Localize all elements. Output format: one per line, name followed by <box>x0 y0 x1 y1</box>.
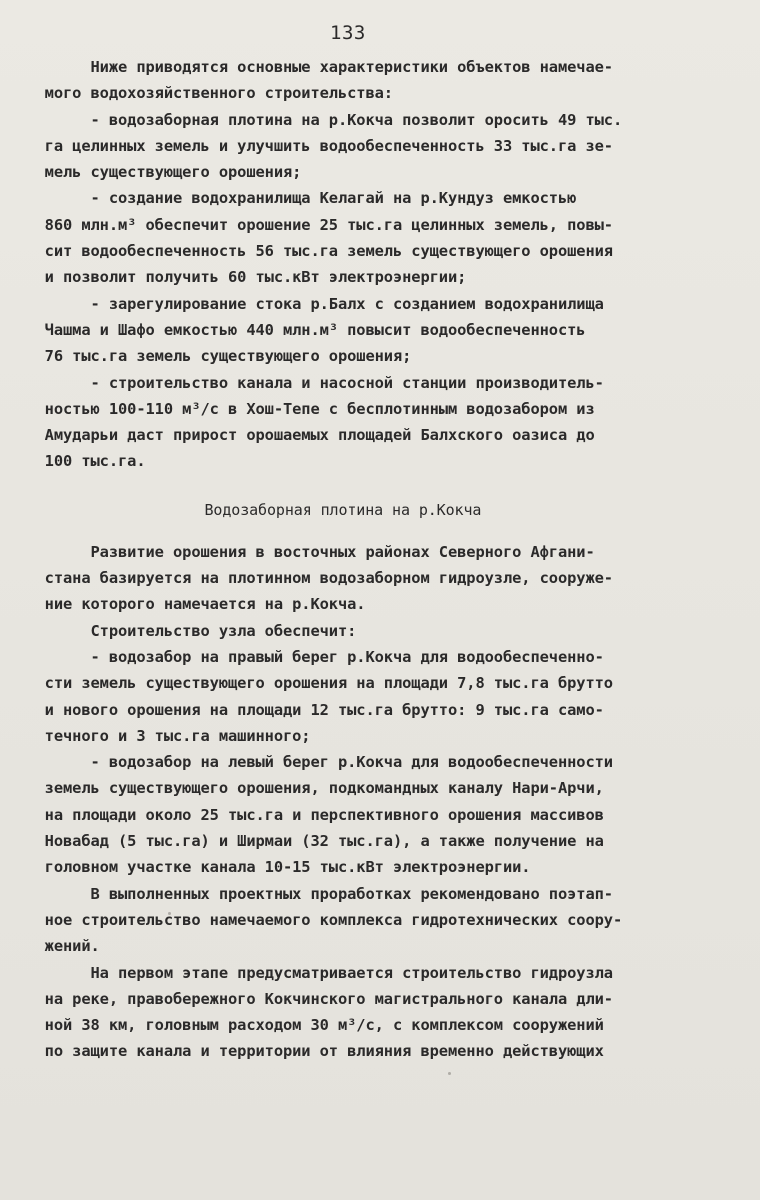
text-line: 860 млн.м³ обеспечит орошение 25 тыс.га целинных земель, повы- <box>8 215 613 234</box>
text-line: земель существующего орошения, подкомандных каналу Нари-Арчи, <box>8 779 604 798</box>
text-line: и позволит получить 60 тыс.кВт электроэнергии; <box>8 268 467 287</box>
text-line: га целинных земель и улучшить водообеспеченность 33 тыс.га зе- <box>8 136 613 155</box>
paper-speck <box>448 1072 451 1075</box>
text-line: 100 тыс.га. <box>8 452 146 471</box>
text-line: Строительство узла обеспечит: <box>8 621 357 640</box>
text-line: мого водохозяйственного строительства: <box>8 84 393 103</box>
text-line: - строительство канала и насосной станции производитель- <box>8 373 604 392</box>
section-heading: Водозаборная плотина на р.Кокча <box>8 500 482 519</box>
text-line: - создание водохранилища Келагай на р.Кундуз емкостью <box>8 189 577 208</box>
text-line: ное строительство намечаемого комплекса гидротехнических соору- <box>8 910 623 929</box>
page-number: 133 <box>330 22 366 44</box>
text-line: течного и 3 тыс.га машинного; <box>8 726 311 745</box>
text-line: ние которого намечается на р.Кокча. <box>8 595 366 614</box>
text-line: 76 тыс.га земель существующего орошения; <box>8 347 412 366</box>
paper-speck <box>168 912 171 915</box>
text-line: - водозабор на правый берег р.Кокча для водообеспеченно- <box>8 647 604 666</box>
text-line: Ниже приводятся основные характеристики объектов намечае- <box>8 58 613 76</box>
document-body <box>8 54 750 1065</box>
text-line: ностью 100-110 м³/с в Хош-Тепе с бесплотинным водозабором из <box>8 399 595 418</box>
text-line: Развитие орошения в восточных районах Северного Афгани- <box>8 542 595 561</box>
text-line: по защите канала и территории от влияния временно действующих <box>8 1042 604 1061</box>
text-line: сти земель существующего орошения на площади 7,8 тыс.га брутто <box>8 674 613 693</box>
text-line: жений. <box>8 937 100 956</box>
text-line: мель существующего орошения; <box>8 163 302 182</box>
section-block <box>8 539 750 1065</box>
text-line: Чашма и Шафо емкостью 440 млн.м³ повысит водообеспеченность <box>8 320 586 339</box>
text-line: В выполненных проектных проработках рекомендовано поэтап- <box>8 884 613 903</box>
text-line: - зарегулирование стока р.Балх с созданием водохранилища <box>8 294 604 313</box>
text-line: ной 38 км, головным расходом 30 м³/с, с комплексом сооружений <box>8 1016 604 1035</box>
text-line: - водозабор на левый берег р.Кокча для водообеспеченности <box>8 753 613 772</box>
text-line: и нового орошения на площади 12 тыс.га брутто: 9 тыс.га само- <box>8 700 604 719</box>
text-line: на реке, правобережного Кокчинского магистрального канала дли- <box>8 989 613 1008</box>
text-line: - водозаборная плотина на р.Кокча позволит оросить 49 тыс. <box>8 110 623 129</box>
text-line: Новабад (5 тыс.га) и Ширмаи (32 тыс.га), а также получение на <box>8 832 604 851</box>
text-line: на площади около 25 тыс.га и перспективного орошения массивов <box>8 805 604 824</box>
text-line: Амударьи даст прирост орошаемых площадей Балхского оазиса до <box>8 426 595 445</box>
text-line: сит водообеспеченность 56 тыс.га земель существующего орошения <box>8 242 613 261</box>
intro-block <box>8 54 750 475</box>
text-line: стана базируется на плотинном водозаборном гидроузле, сооруже- <box>8 569 613 588</box>
text-line: На первом этапе предусматривается строительство гидроузла <box>8 963 613 982</box>
text-line: головном участке канала 10-15 тыс.кВт электроэнергии. <box>8 858 531 877</box>
